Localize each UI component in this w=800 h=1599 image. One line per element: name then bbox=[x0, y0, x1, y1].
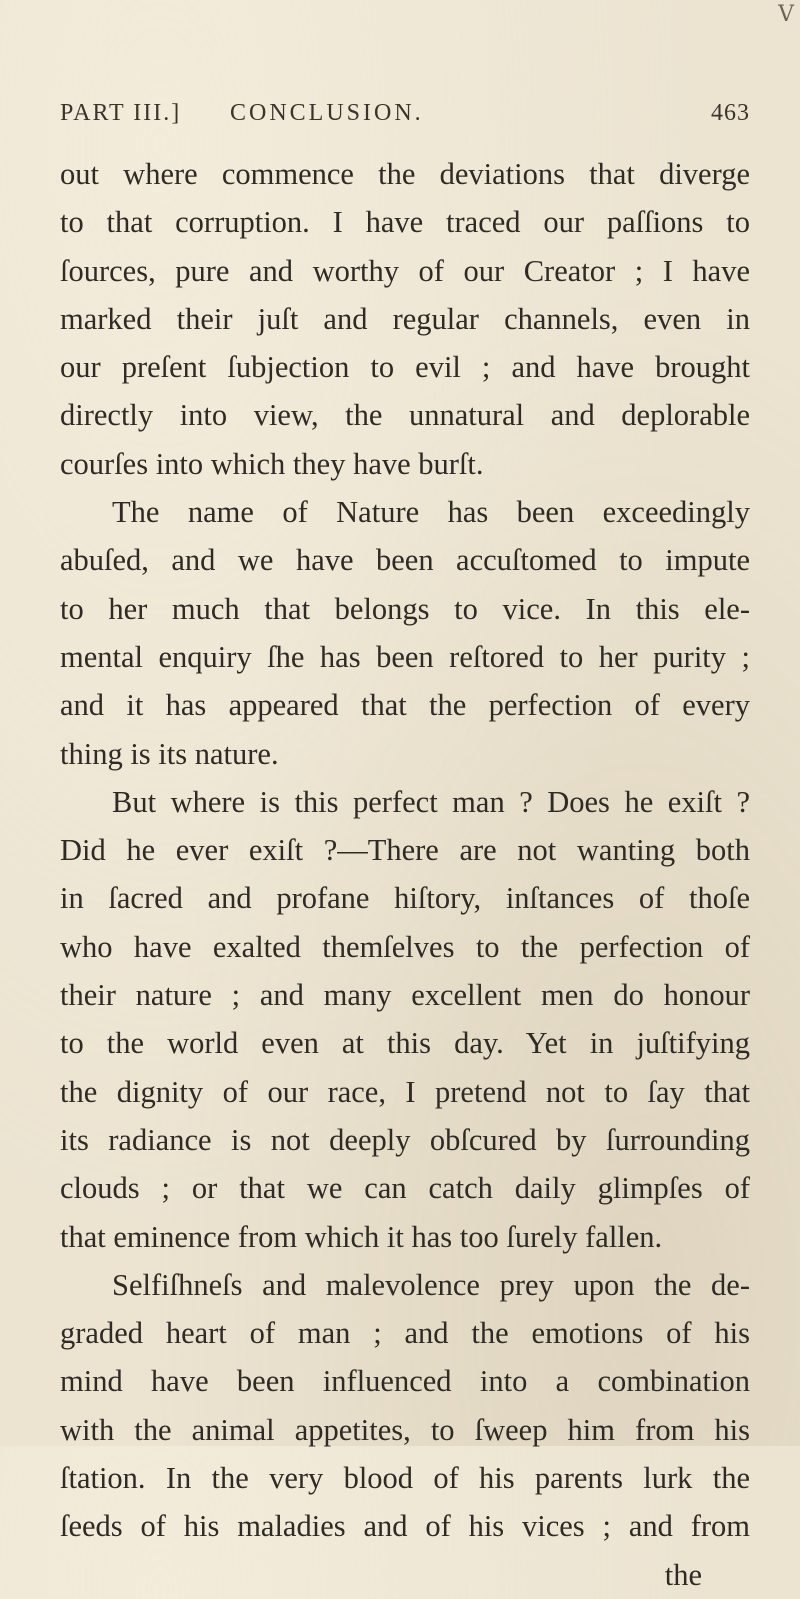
text-line: ſtation. In the very blood of his parents lurk the bbox=[60, 1461, 750, 1496]
text-line: to the world even at this day. Yet in juſtifying bbox=[60, 1026, 750, 1061]
text-line: Did he ever exiſt ?—There are not wanting both bbox=[60, 833, 750, 868]
text-line: mind have been influenced into a combination bbox=[60, 1364, 750, 1399]
text-line: with the animal appetites, to ſweep him from his bbox=[60, 1412, 750, 1447]
text-line: in ſacred and profane hiſtory, inſtances of thoſe bbox=[60, 881, 750, 916]
text-line: clouds ; or that we can catch daily glimpſes of bbox=[60, 1171, 750, 1206]
text-line: and it has appeared that the perfection of every bbox=[60, 688, 750, 723]
text-line: Selfiſhneſs and malevolence prey upon the de- bbox=[112, 1267, 750, 1302]
text-line: to that corruption. I have traced our paſſions to bbox=[60, 205, 750, 240]
text-line: courſes into which they have burſt. bbox=[60, 446, 484, 481]
text-line: directly into view, the unnatural and deplorable bbox=[60, 398, 750, 433]
text-line: to her much that belongs to vice. In this ele- bbox=[60, 591, 750, 626]
text-line: who have exalted themſelves to the perfection of bbox=[60, 929, 750, 964]
catchword: the bbox=[664, 1557, 702, 1592]
text-line: marked their juſt and regular channels, even in bbox=[60, 301, 750, 336]
running-header bbox=[60, 100, 750, 140]
text-line: out where commence the deviations that diverge bbox=[60, 157, 750, 191]
running-header-part: PART III.] bbox=[60, 100, 182, 126]
body-text bbox=[60, 150, 750, 1599]
text-line: mental enquiry ſhe has been reſtored to her purity ; bbox=[60, 639, 750, 674]
text-line: our preſent ſubjection to evil ; and have brought bbox=[60, 350, 750, 385]
text-line: thing is its nature. bbox=[60, 736, 279, 771]
text-line: ſeeds of his maladies and of his vices ; and from bbox=[60, 1509, 750, 1544]
text-line: The name of Nature has been exceedingly bbox=[112, 495, 750, 530]
text-line: ſources, pure and worthy of our Creator ; I have bbox=[60, 253, 750, 288]
text-line: that eminence from which it has too ſurely fallen. bbox=[60, 1219, 663, 1254]
text-line: graded heart of man ; and the emotions of his bbox=[60, 1316, 750, 1351]
edge-mark: V bbox=[778, 2, 794, 27]
text-line: abuſed, and we have been accuſtomed to impute bbox=[60, 543, 750, 578]
text-line: their nature ; and many excellent men do honour bbox=[60, 978, 750, 1013]
running-header-title: CONCLUSION. bbox=[230, 100, 424, 126]
text-line: But where is this perfect man ? Does he exiſt ? bbox=[112, 784, 750, 819]
text-line: its radiance is not deeply obſcured by ſurrounding bbox=[60, 1122, 750, 1157]
text-line: the dignity of our race, I pretend not to ſay that bbox=[60, 1074, 750, 1109]
page-number: 463 bbox=[711, 100, 750, 126]
